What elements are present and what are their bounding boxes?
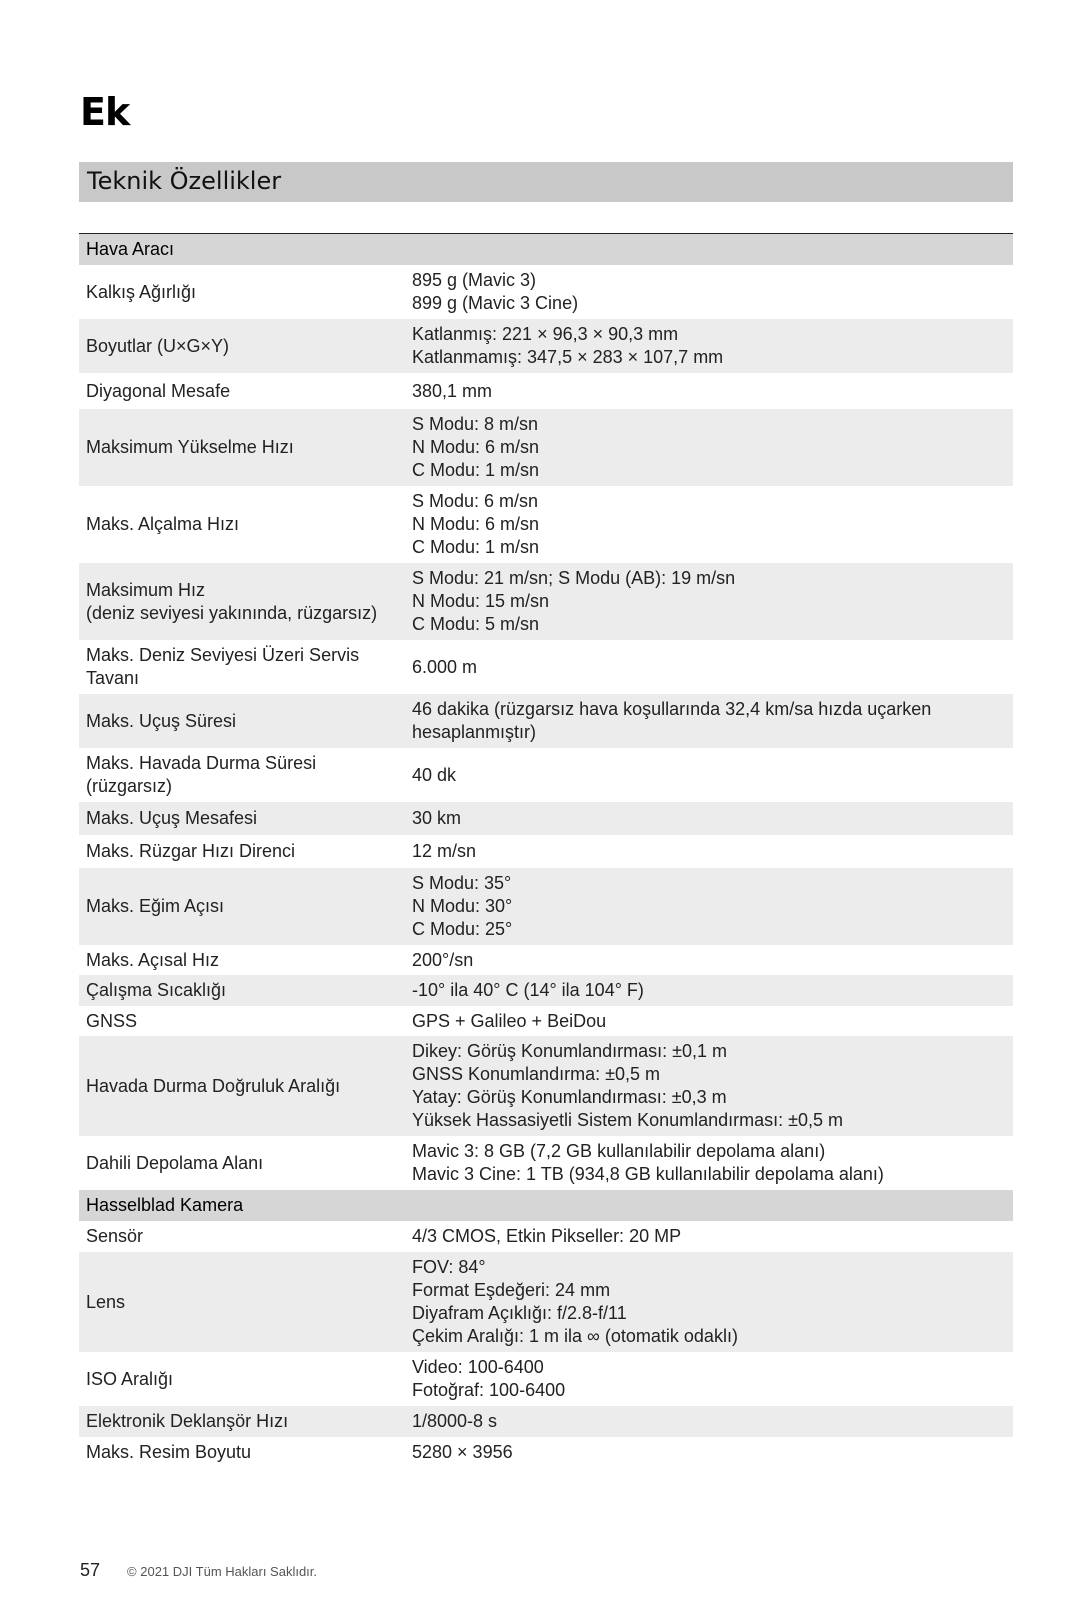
spec-value <box>404 807 1013 830</box>
spec-row <box>79 835 1013 868</box>
spec-label-line: (deniz seviyesi yakınında, rüzgarsız) <box>86 602 378 623</box>
spec-table <box>79 233 1013 1468</box>
spec-value-line: Format Eşdeğeri: 24 mm <box>412 1280 611 1300</box>
spec-label-line: Maks. Uçuş Süresi <box>86 710 237 731</box>
spec-label <box>79 513 404 536</box>
spec-label-line: (rüzgarsız) <box>86 776 173 796</box>
spec-value-line: S Modu: 35° <box>412 873 512 893</box>
spec-value-line: 380,1 mm <box>412 380 493 401</box>
spec-value-line: Yatay: Görüş Konumlandırması: ±0,3 m <box>412 1087 727 1107</box>
spec-label-line: Maks. Deniz Seviyesi Üzeri Servis <box>86 645 360 665</box>
spec-value-line: N Modu: 6 m/sn <box>412 437 540 457</box>
spec-label <box>79 281 404 304</box>
spec-label <box>79 380 404 403</box>
spec-value-line: hesaplanmıştır) <box>412 722 537 742</box>
spec-value-line: C Modu: 1 m/sn <box>412 537 540 557</box>
spec-value-line: 6.000 m <box>412 656 478 677</box>
spec-value <box>404 840 1013 863</box>
spec-value-line: Dikey: Görüş Konumlandırması: ±0,1 m <box>412 1041 727 1061</box>
spec-value-line: Katlanmış: 221 × 96,3 × 90,3 mm <box>412 324 679 344</box>
spec-label <box>79 710 404 733</box>
spec-label-line: Maks. Rüzgar Hızı Direnci <box>86 841 296 861</box>
spec-row <box>79 975 1013 1006</box>
spec-value-line: 40 dk <box>412 764 457 785</box>
spec-value-line: GNSS Konumlandırma: ±0,5 m <box>412 1064 660 1084</box>
spec-value-line: -10° ila 40° C (14° ila 104° F) <box>412 980 644 1000</box>
spec-value <box>404 1140 1013 1186</box>
spec-value-line: 4/3 CMOS, Etkin Pikseller: 20 MP <box>412 1226 682 1246</box>
spec-row <box>79 486 1013 563</box>
spec-value-line: S Modu: 8 m/sn <box>412 414 539 434</box>
spec-value-line: Fotoğraf: 100-6400 <box>412 1380 566 1400</box>
spec-label <box>79 1291 404 1314</box>
spec-value <box>404 1410 1013 1433</box>
spec-value <box>404 949 1013 972</box>
spec-value-line: C Modu: 1 m/sn <box>412 460 540 480</box>
spec-value <box>404 490 1013 559</box>
spec-value <box>404 872 1013 941</box>
spec-label <box>79 752 404 798</box>
spec-value-line: Mavic 3 Cine: 1 TB (934,8 GB kullanılabilir depolama alanı) <box>412 1164 884 1184</box>
spec-value-line: 899 g (Mavic 3 Cine) <box>412 293 579 313</box>
spec-label <box>79 1441 404 1464</box>
spec-label-line: ISO Aralığı <box>86 1368 174 1389</box>
section-header <box>79 1190 1013 1221</box>
spec-label-line: Diyagonal Mesafe <box>86 380 231 401</box>
spec-label-line: Maks. Resim Boyutu <box>86 1442 252 1462</box>
spec-row <box>79 868 1013 945</box>
spec-value-line: 5280 × 3956 <box>412 1442 513 1462</box>
section-header-label: Hasselblad Kamera <box>86 1195 244 1215</box>
spec-value <box>404 1225 1013 1248</box>
spec-label-line: Maks. Alçalma Hızı <box>86 514 240 534</box>
spec-row <box>79 1437 1013 1468</box>
spec-row <box>79 1006 1013 1036</box>
spec-value-line: N Modu: 30° <box>412 896 513 916</box>
page-title: Ek <box>80 90 130 134</box>
spec-value-line: 895 g (Mavic 3) <box>412 270 537 290</box>
spec-row <box>79 1252 1013 1352</box>
spec-value <box>404 413 1013 482</box>
spec-label <box>79 895 404 918</box>
spec-value-line: C Modu: 5 m/sn <box>412 614 540 634</box>
spec-value-line: 46 dakika (rüzgarsız hava koşullarında 32,4 km/sa hızda uçarken <box>412 699 932 719</box>
spec-value <box>404 656 1013 679</box>
spec-label <box>79 840 404 863</box>
spec-label <box>79 1075 404 1098</box>
spec-value-line: FOV: 84° <box>412 1257 486 1277</box>
spec-label-line: Maks. Uçuş Mesafesi <box>86 808 258 828</box>
spec-label-line: Maksimum Hız <box>86 579 206 600</box>
spec-value <box>404 698 1013 744</box>
spec-value <box>404 1010 1013 1033</box>
spec-label-line: Elektronik Deklanşör Hızı <box>86 1411 289 1431</box>
spec-value <box>404 1441 1013 1464</box>
page-number: 57 <box>80 1560 101 1580</box>
spec-value <box>404 1356 1013 1402</box>
spec-label-line: Tavanı <box>86 668 140 688</box>
spec-value <box>404 567 1013 636</box>
spec-value-line: N Modu: 15 m/sn <box>412 591 550 611</box>
spec-label-line: Dahili Depolama Alanı <box>86 1152 264 1173</box>
spec-value-line: Mavic 3: 8 GB (7,2 GB kullanılabilir depolama alanı) <box>412 1141 826 1161</box>
spec-label-line: Çalışma Sıcaklığı <box>86 980 227 1000</box>
spec-row <box>79 748 1013 802</box>
spec-label-line: Kalkış Ağırlığı <box>86 281 197 302</box>
spec-label-line: Maks. Havada Durma Süresi <box>86 753 317 773</box>
spec-row <box>79 1406 1013 1437</box>
spec-label-line: Maks. Eğim Açısı <box>86 896 225 916</box>
spec-row <box>79 1352 1013 1406</box>
spec-label <box>79 335 404 358</box>
spec-value-line: Çekim Aralığı: 1 m ila ∞ (otomatik odaklı) <box>412 1326 738 1346</box>
spec-row <box>79 409 1013 486</box>
spec-value <box>404 323 1013 369</box>
spec-label <box>79 949 404 972</box>
spec-value-line: 12 m/sn <box>412 841 477 861</box>
spec-row <box>79 319 1013 373</box>
spec-label-line: GNSS <box>86 1010 138 1031</box>
spec-row <box>79 945 1013 975</box>
spec-label <box>79 436 404 459</box>
spec-row <box>79 1136 1013 1190</box>
spec-value-line: Katlanmamış: 347,5 × 283 × 107,7 mm <box>412 347 724 367</box>
spec-value-line: 200°/sn <box>412 949 474 970</box>
spec-value <box>404 1256 1013 1348</box>
spec-label-line: Maksimum Yükselme Hızı <box>86 437 294 457</box>
spec-value-line: Diyafram Açıklığı: f/2.8-f/11 <box>412 1303 627 1323</box>
spec-label-line: Sensör <box>86 1226 144 1246</box>
spec-label <box>79 579 404 625</box>
spec-row <box>79 802 1013 835</box>
spec-label <box>79 1152 404 1175</box>
spec-label <box>79 644 404 690</box>
spec-label <box>79 979 404 1002</box>
spec-value-line: C Modu: 25° <box>412 919 513 939</box>
spec-label-line: Maks. Açısal Hız <box>86 949 220 970</box>
spec-label <box>79 1410 404 1433</box>
spec-label <box>79 1010 404 1033</box>
spec-value-line: 30 km <box>412 808 462 828</box>
spec-row <box>79 563 1013 640</box>
spec-value <box>404 979 1013 1002</box>
spec-row <box>79 640 1013 694</box>
spec-value <box>404 1040 1013 1132</box>
spec-value-line: Yüksek Hassasiyetli Sistem Konumlandırması: ±0,5 m <box>412 1110 844 1130</box>
spec-label-line: Boyutlar (U×G×Y) <box>86 335 230 356</box>
spec-value-line: Video: 100-6400 <box>412 1357 544 1377</box>
spec-value-line: S Modu: 21 m/sn; S Modu (AB): 19 m/sn <box>412 568 736 588</box>
section-banner <box>79 162 1013 202</box>
spec-row <box>79 1036 1013 1136</box>
spec-label-line: Lens <box>86 1291 126 1312</box>
section-title: Teknik Özellikler <box>87 167 282 195</box>
spec-value-line: 1/8000-8 s <box>412 1411 498 1431</box>
page-footer <box>80 1560 317 1581</box>
spec-value-line: N Modu: 6 m/sn <box>412 514 540 534</box>
spec-label <box>79 1368 404 1391</box>
section-header-label: Hava Aracı <box>86 239 175 259</box>
spec-value-line: S Modu: 6 m/sn <box>412 491 539 511</box>
copyright-text: © 2021 DJI Tüm Hakları Saklıdır. <box>127 1564 318 1579</box>
spec-value <box>404 380 1013 403</box>
spec-value <box>404 269 1013 315</box>
spec-row <box>79 373 1013 409</box>
spec-value <box>404 764 1013 787</box>
spec-row <box>79 265 1013 319</box>
spec-row <box>79 694 1013 748</box>
spec-label-line: Havada Durma Doğruluk Aralığı <box>86 1075 341 1096</box>
spec-row <box>79 1221 1013 1252</box>
spec-label <box>79 1225 404 1248</box>
spec-value-line: GPS + Galileo + BeiDou <box>412 1010 607 1031</box>
spec-label <box>79 807 404 830</box>
section-header <box>79 234 1013 265</box>
